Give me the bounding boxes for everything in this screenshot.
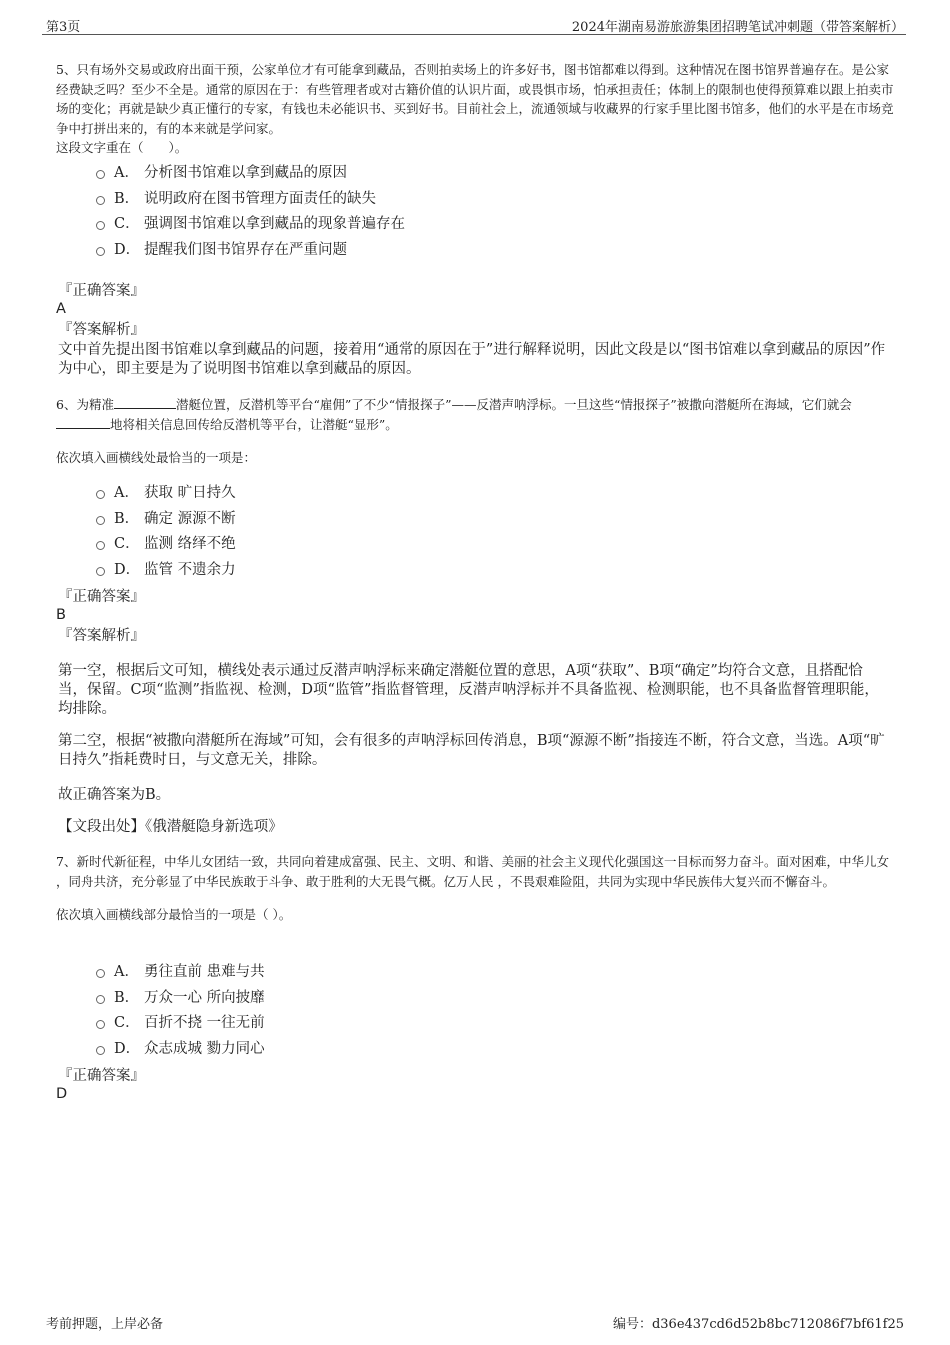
question-7-options [96,958,265,1060]
footer-slogan: 考前押题，上岸必备 [46,1317,164,1332]
radio-icon[interactable] [96,490,105,499]
question-5 [56,60,896,158]
question-5-options [96,159,405,261]
question-5-analysis-label: 『答案解析』 [58,322,145,338]
radio-icon[interactable] [96,567,105,576]
answer-blank-2 [56,416,110,429]
page-header [42,12,906,35]
radio-icon[interactable] [96,516,105,525]
option-c[interactable]: C． 强调图书馆难以拿到藏品的现象普遍存在 [96,210,405,236]
document-title: 2024年湖南易游旅游集团招聘笔试冲刺题（带答案解析） [571,20,904,35]
radio-icon[interactable] [96,247,105,256]
radio-icon[interactable] [96,170,105,179]
option-b[interactable]: B． 万众一心 所向披靡 [96,984,265,1010]
question-6-options [96,479,236,581]
question-6 [56,395,896,468]
option-c[interactable]: C． 监测 络绎不绝 [96,530,236,556]
question-6-analysis-label: 『答案解析』 [58,628,145,644]
question-6-analysis-1: 第一空，根据后文可知，横线处表示通过反潜声呐浮标来确定潜艇位置的意思，A项“获取”、B项“确定”均符合文意，且搭配恰当，保留。C项“监测”指监视、检测，D项“监管”指监督管理，反潜声呐浮标并不具备监视、检测职能，也不具备监督管理职能，均排除。 [58,663,879,717]
document-code: 编号：d36e437cd6d52b8bc712086f7bf61f25 [612,1317,904,1332]
question-6-analysis-3: 故正确答案为B。 [58,787,171,803]
question-5-text: 5、只有场外交易或政府出面干预，公家单位才有可能拿到藏品，否则拍卖场上的许多好书，图书馆都难以得到。这种情况在图书馆界普遍存在。是公家经费缺乏吗？至少不全是。通常的原因在于：有些管理者或对古籍价值的认识片面，或畏惧市场，怕承担责任；体制上的限制也使得预算难以跟上拍卖市场的变化；再就是缺少真正懂行的专家，有钱也未必能识书、买到好书。目前社会上，流通领域与收藏界的行家手里比图书馆多，他们的水平是在市场竞争中打拼出来的，有的本来就是学问家。 [56,62,894,136]
radio-icon[interactable] [96,995,105,1004]
option-d[interactable]: D． 监管 不遗余力 [96,556,236,582]
question-6-analysis-2: 第二空，根据“被撒向潜艇所在海域”可知，会有很多的声呐浮标回传消息，B项“源源不断”指接连不断，符合文意，当选。A项“旷日持久”指耗费时日，与文意无关，排除。 [58,733,885,768]
option-a[interactable]: A． 分析图书馆难以拿到藏品的原因 [96,159,405,185]
option-b[interactable]: B． 说明政府在图书管理方面责任的缺失 [96,185,405,211]
question-7-prompt: 依次填入画横线部分最恰当的一项是（ ）。 [56,907,292,922]
question-5-answer-label: 『正确答案』 [58,283,145,299]
question-6-answer: B [56,607,66,623]
option-c[interactable]: C． 百折不挠 一往无前 [96,1009,265,1035]
question-6-answer-label: 『正确答案』 [58,589,145,605]
question-6-source: 【文段出处】《俄潜艇隐身新选项》 [58,819,283,835]
question-5-prompt: 这段文字重在（ ）。 [56,140,188,155]
radio-icon[interactable] [96,969,105,978]
option-a[interactable]: A． 获取 旷日持久 [96,479,236,505]
option-b[interactable]: B． 确定 源源不断 [96,505,236,531]
question-7-answer: D [56,1086,68,1102]
radio-icon[interactable] [96,1046,105,1055]
radio-icon[interactable] [96,541,105,550]
answer-blank-1 [114,396,176,409]
radio-icon[interactable] [96,1020,105,1029]
radio-icon[interactable] [96,196,105,205]
question-6-text: 6、为精准 潜艇位置，反潜机等平台“雇佣”了不少“情报探子”——反潜声呐浮标。一旦这些“情报探子”被撒向潜艇所在海域，它们就会地将相关信息回传给反潜机等平台，让潜艇“显形”。 [56,397,852,432]
radio-icon[interactable] [96,221,105,230]
page-number: 第3页 [46,20,81,35]
question-7-text: 7、新时代新征程，中华儿女团结一致，共同向着建成富强、民主、文明、和谐、美丽的社会主义现代化强国这一目标而努力奋斗。面对困难，中华儿女 ，同舟共济，充分彰显了中华民族敢于斗争、敢于胜利的大无畏气概。亿万人民 ，不畏艰难险阻，共同为实现中华民族伟大复兴而不懈奋斗。 [56,854,889,889]
option-d[interactable]: D． 众志成城 勠力同心 [96,1035,265,1061]
question-5-answer: A [56,301,66,317]
question-7 [56,852,896,925]
option-a[interactable]: A． 勇往直前 患难与共 [96,958,265,984]
question-5-analysis: 文中首先提出图书馆难以拿到藏品的问题，接着用“通常的原因在于”进行解释说明，因此文段是以“图书馆难以拿到藏品的原因”作为中心，即主要是为了说明图书馆难以拿到藏品的原因。 [58,342,886,377]
question-7-answer-label: 『正确答案』 [58,1068,145,1084]
question-6-prompt: 依次填入画横线处最恰当的一项是： [56,450,257,465]
option-d[interactable]: D． 提醒我们图书馆界存在严重问题 [96,236,405,262]
